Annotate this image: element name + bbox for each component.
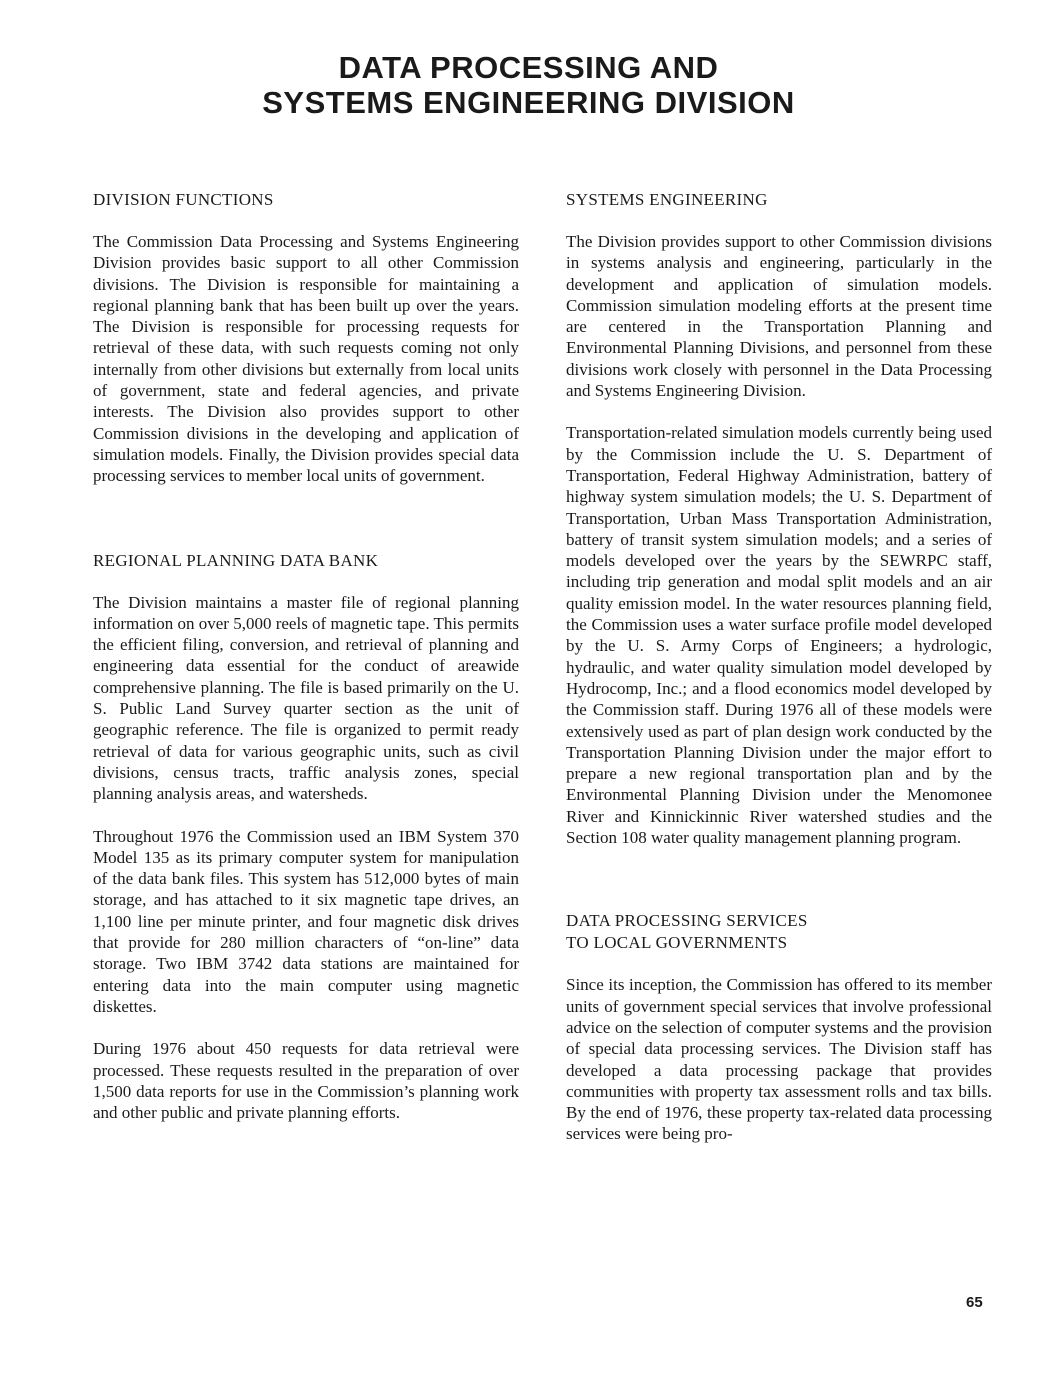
page-title — [0, 50, 1057, 120]
paragraph: The Division provides support to other Commission divisions in systems analysis and engineering, particularly in the development and application of simulation models. Commission simulation modeling efforts at the present time are centered in the Transportation Planning and Environmental Planning Divisions, and personnel from these divisions work closely with personnel in the Data Processing and Systems Engineering Division. — [566, 232, 992, 401]
section-regional-planning-data-bank — [93, 550, 519, 1124]
section-data-processing-services — [566, 910, 992, 1144]
section-division-functions — [93, 189, 519, 487]
paragraph: The Division maintains a master file of regional planning information on over 5,000 reels of magnetic tape. This permits the efficient filing, conversion, and retrieval of planning and engineering data essential for the conduct of areawide comprehensive planning. The file is based primarily on the U. S. Public Land Survey quarter section as the unit of geographic reference. The file is organized to permit ready retrieval of data for various geographic units, such as civil divisions, census tracts, traffic analysis zones, special planning analysis areas, and watersheds. — [93, 592, 519, 804]
page-number: 65 — [966, 1294, 983, 1311]
section-heading-division-functions: DIVISION FUNCTIONS — [93, 190, 274, 209]
paragraph: Transportation-related simulation models currently being used by the Commission include the U. S. Department of Transportation, Federal Highway Administration, battery of highway system simulation models; the U. S. Department of Transportation, Urban Mass Transportation Administration, battery of transit system simulation models; and a series of models developed over the years by the SEWRPC staff, including trip generation and modal split models and an air quality emission model. In the water resources planning field, the Commission uses a water surface profile model developed by the U. S. Army Corps of Engineers; a hydrologic, hydraulic, and water quality simulation model developed by Hydrocomp, Inc.; and a flood economics model developed by the Commission staff. During 1976 all of these models were extensively used as part of plan design work conducted by the Transportation Planning Division under the major effort to prepare a new regional transportation plan and by the Environmental Planning Division under the Menomonee River and Kinnickinnic River watershed studies and the Section 108 water quality management planning program. — [566, 423, 992, 848]
page-title-line-2: SYSTEMS ENGINEERING DIVISION — [262, 85, 795, 120]
left-column — [93, 189, 519, 1144]
section-heading-regional-planning-data-bank: REGIONAL PLANNING DATA BANK — [93, 550, 379, 570]
section-heading-systems-engineering: SYSTEMS ENGINEERING — [566, 190, 768, 209]
section-systems-engineering — [566, 189, 992, 848]
paragraph: Since its inception, the Commission has offered to its member units of government special services that involve professional advice on the selection of computer systems and the provision of special data processing services. The Division staff has developed a data processing package that provides communities with property tax assessment rolls and tax bills. By the end of 1976, these property tax-related data processing services were being pro- — [566, 975, 992, 1144]
section-heading-data-processing-services — [566, 910, 992, 954]
right-column — [566, 189, 992, 1166]
section-heading-line-2: TO LOCAL GOVERNMENTS — [566, 933, 788, 953]
paragraph: The Commission Data Processing and Systems Engineering Division provides basic support to all other Commission divisions. The Division is responsible for maintaining a regional planning bank that has been built up over the years. The Division is responsible for processing requests for retrieval of these data, with such requests coming not only internally from other divisions but externally from local units of government, state and federal agencies, and private interests. The Division also provides support to other Commission divisions in the developing and application of simulation models. Finally, the Division provides special data processing services to member local units of government. — [93, 232, 519, 486]
page-title-line-1: DATA PROCESSING AND — [338, 50, 719, 85]
paragraph: During 1976 about 450 requests for data retrieval were processed. These requests resulted in the preparation of over 1,500 data reports for use in the Commission’s planning work and other public and private planning efforts. — [93, 1039, 519, 1123]
section-heading-line-1: DATA PROCESSING SERVICES — [566, 911, 808, 931]
paragraph: Throughout 1976 the Commission used an IBM System 370 Model 135 as its primary computer system for manipulation of the data bank files. This system has 512,000 bytes of main storage, and has attached to it six magnetic tape drives, an 1,100 line per minute printer, and four magnetic disk drives that provide for 280 million characters of “on-line” data storage. Two IBM 3742 data stations are maintained for entering data into the main computer using magnetic diskettes. — [93, 826, 519, 1016]
